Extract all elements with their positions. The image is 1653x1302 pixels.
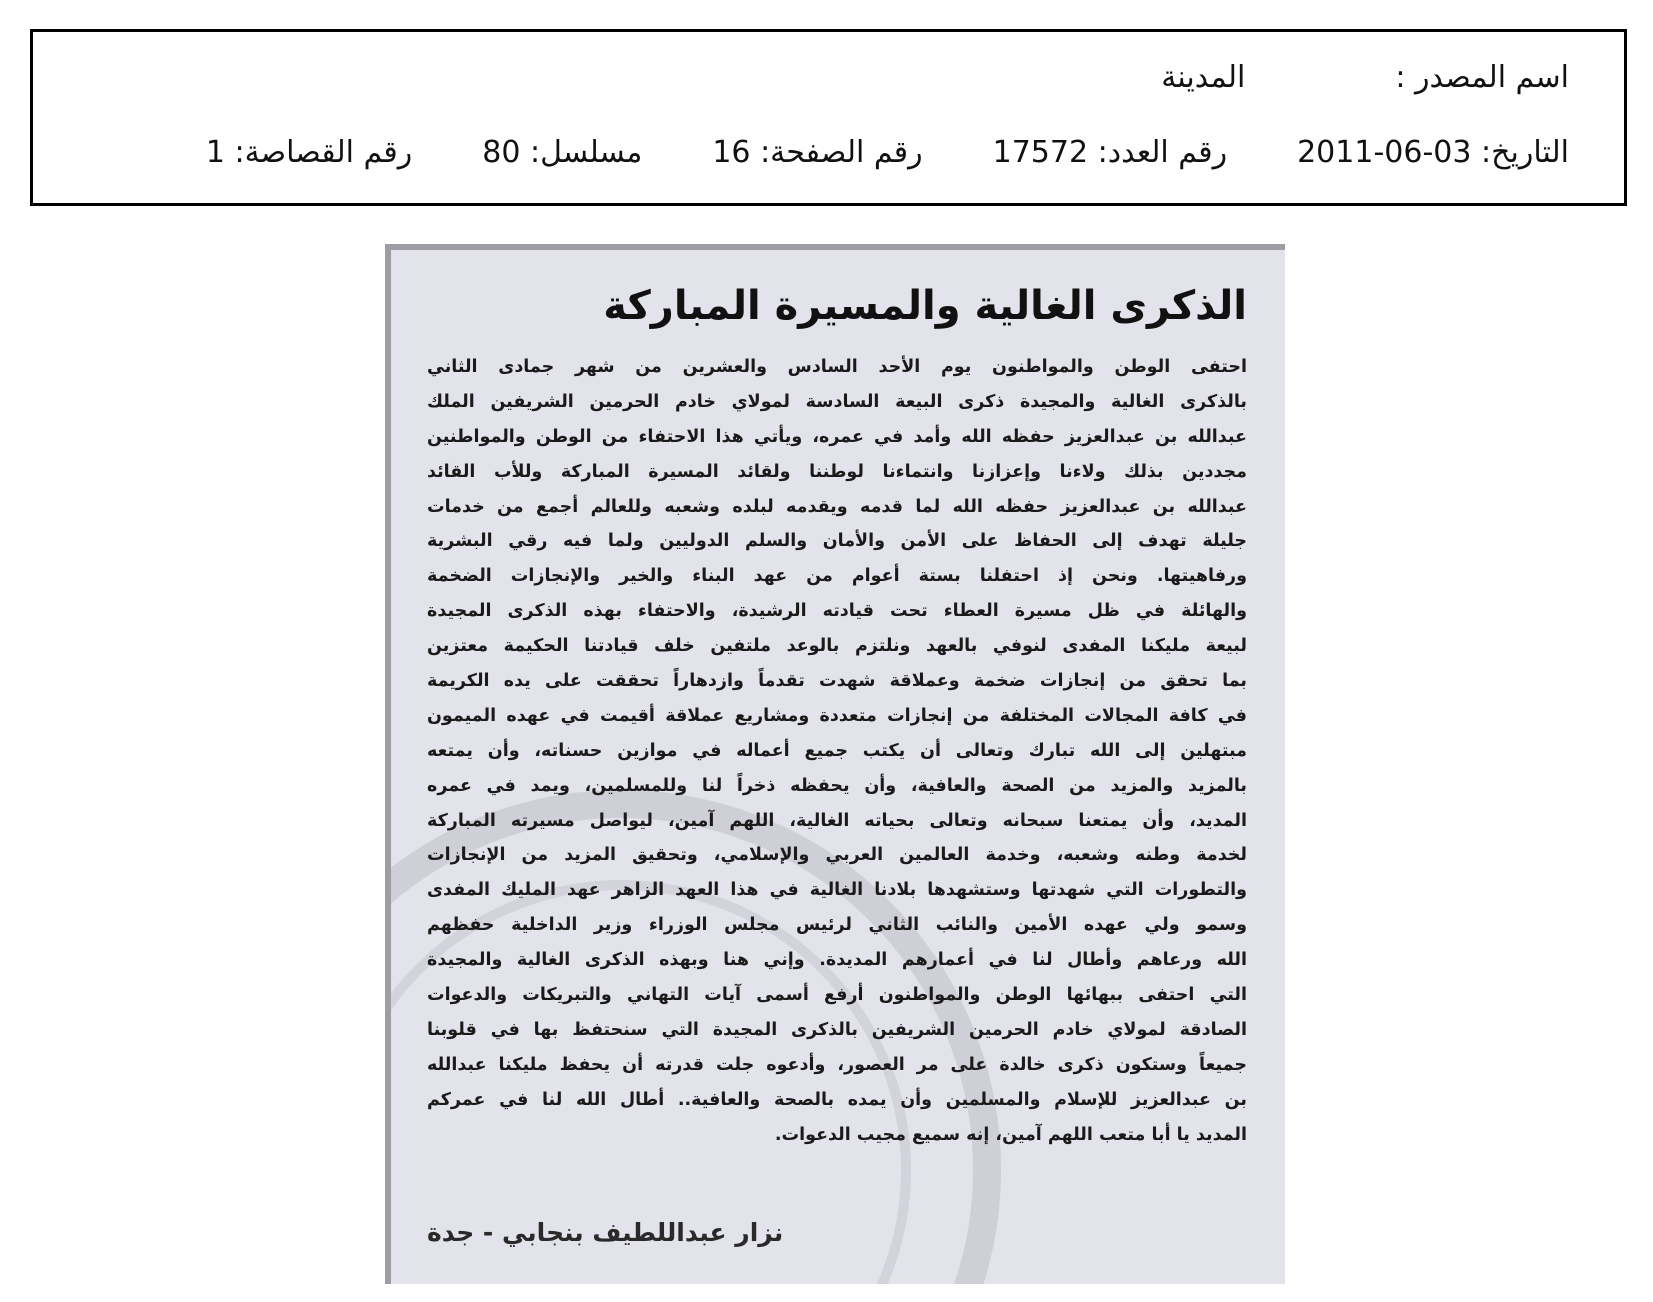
article-line: لخدمة وطنه وشعبه، وخدمة العالمين العربي والإسلامي، وتحقيق المزيد من الإنجازات	[427, 845, 1247, 866]
source-label: اسم المصدر :	[1395, 59, 1569, 95]
article-line: والتطورات التي شهدتها وستشهدها بلادنا الغالية في هذا العهد الزاهر عهد المليك المفدى	[427, 880, 1247, 901]
author-signature: نزار عبداللطيف بنجابي - جدة	[427, 1218, 784, 1247]
article-line: عبدالله بن عبدالعزيز حفظه الله وأمد في عمره، ويأتي هذا الاحتفاء من الوطن والمواطنين	[427, 426, 1247, 447]
article-line: الصادقة لمولاي خادم الحرمين الشريفين بالذكرى المجيدة التي سنحتفظ بها في قلوبنا	[427, 1019, 1247, 1040]
article-line: التي احتفى ببهائها الوطن والمواطنون أرفع أسمى آيات التهاني والتبريكات والدعوات	[427, 985, 1247, 1006]
article-title: الذكرى الغالية والمسيرة المباركة	[603, 283, 1247, 329]
article-line: جليلة تهدف إلى الحفاظ على الأمن والأمان والسلم الدوليين ولما فيه رقي البشرية	[427, 531, 1247, 552]
page-number-field: رقم الصفحة: 16	[712, 134, 923, 170]
article-line: لبيعة مليكنا المفدى لنوفي بالعهد ونلتزم بالوعد ملتفين خلف قيادتنا الحكيمة معتزين	[427, 636, 1247, 657]
article-line: المديد، وأن يمتعنا سبحانه وتعالى بحياته الغالية، اللهم آمين، ليواصل مسيرته المباركة	[427, 810, 1247, 831]
article-line: بما تحقق من إنجازات ضخمة وعملاقة شهدت تقدماً وازدهاراً تحققت على يده الكريمة	[427, 671, 1247, 692]
article-line: المديد يا أبا متعب اللهم آمين، إنه سميع مجيب الدعوات.	[774, 1124, 1247, 1145]
article-line: بالمزيد والمزيد من الصحة والعافية، وأن يحفظه ذخراً لنا وللمسلمين، ويمد في عمره	[427, 775, 1247, 796]
article-body	[427, 350, 1247, 1152]
source-value: المدينة	[1161, 59, 1246, 95]
clip-number-field: رقم القصاصة: 1	[205, 134, 413, 170]
article-line: مبتهلين إلى الله تبارك وتعالى أن يكتب جميع أعماله في موازين حسناته، وأن يمتعه	[427, 740, 1247, 761]
article-line: عبدالله بن عبدالعزيز حفظه الله لما قدمه ويقدمه لبلده وشعبه وللعالم أجمع من خدمات	[427, 496, 1247, 517]
newspaper-clipping	[385, 244, 1285, 1284]
article-line: في كافة المجالات المختلفة من إنجازات متعددة ومشاريع عملاقة أقيمت في عهده الميمون	[427, 705, 1247, 726]
article-line: وسمو ولي عهده الأمين والنائب الثاني لرئيس مجلس الوزراء وزير الداخلية حفظهم	[427, 915, 1247, 936]
article-line: جميعاً وستكون ذكرى خالدة على مر العصور، وأدعوه جلت قدرته أن يحفظ مليكنا عبدالله	[427, 1054, 1247, 1075]
article-line: الله ورعاهم وأطال لنا في أعمارهم المديدة. وإني هنا وبهذه الذكرى الغالية والمجيدة	[427, 950, 1247, 971]
serial-field: مسلسل: 80	[482, 134, 643, 170]
article-line: احتفى الوطن والمواطنون يوم الأحد السادس والعشرين من شهر جمادى الثاني	[427, 357, 1247, 377]
article-line: والهائلة في ظل مسيرة العطاء تحت قيادته الرشيدة، والاحتفاء بهذه الذكرى المجيدة	[427, 601, 1247, 622]
issue-number-field: رقم العدد: 17572	[992, 134, 1228, 170]
article-line: بن عبدالعزيز للإسلام والمسلمين وأن يمده بالصحة والعافية.. أطال الله لنا في عمركم	[427, 1089, 1247, 1110]
article-line: ورفاهيتها. ونحن إذ احتفلنا بستة أعوام من عهد البناء والخير والإنجازات الضخمة	[427, 566, 1247, 587]
header-row-source	[63, 52, 1569, 102]
date-field: التاريخ: 03-06-2011	[1297, 134, 1569, 170]
article-line: بالذكرى الغالية والمجيدة ذكرى البيعة السادسة لمولاي خادم الحرمين الشريفين الملك	[427, 391, 1247, 412]
header-row-meta	[63, 127, 1569, 177]
article-line: مجددين بذلك ولاءنا وإعزازنا وانتماءنا لوطننا ولقائد المسيرة المباركة وللأب القائد	[427, 461, 1247, 482]
clipping-header	[30, 29, 1627, 206]
